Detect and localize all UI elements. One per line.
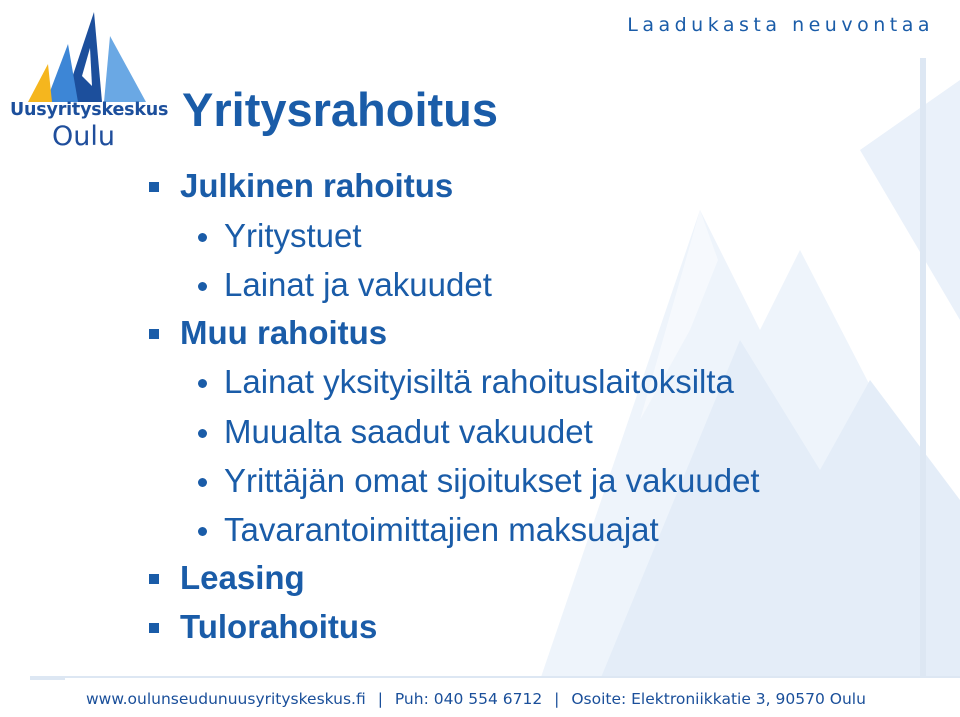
mountain-shape <box>860 80 960 320</box>
list-item <box>180 559 305 597</box>
subitem-label: Tavarantoimittajien maksuajat <box>224 511 659 548</box>
list-item <box>180 167 453 205</box>
square-bullet-icon <box>149 329 159 339</box>
section-label: Muu rahoitus <box>180 314 388 351</box>
footer <box>86 690 866 708</box>
list-item <box>224 217 362 255</box>
tagline: Laadukasta neuvontaa <box>627 14 934 36</box>
square-bullet-icon <box>149 182 159 192</box>
frame-right <box>920 58 926 683</box>
footer-separator: | <box>554 690 560 708</box>
slide-title: Yritysrahoitus <box>182 83 499 136</box>
round-bullet-icon <box>198 478 207 487</box>
section-label: Julkinen rahoitus <box>180 167 454 204</box>
round-bullet-icon <box>198 233 207 242</box>
round-bullet-icon <box>198 429 207 438</box>
list-item <box>224 462 760 500</box>
round-bullet-icon <box>198 527 207 536</box>
list-item <box>224 413 593 451</box>
footer-address: Osoite: Elektroniikkatie 3, 90570 Oulu <box>571 690 866 708</box>
subitem-label: Lainat yksityisiltä rahoituslaitoksilta <box>224 363 734 400</box>
list-item <box>180 608 377 646</box>
section-label: Tulorahoitus <box>180 608 378 645</box>
footer-phone: Puh: 040 554 6712 <box>394 690 543 708</box>
subitem-label: Muualta saadut vakuudet <box>224 413 593 450</box>
subitem-label: Lainat ja vakuudet <box>224 266 492 303</box>
footer-separator: | <box>377 690 383 708</box>
logo-name: Uusyrityskeskus <box>10 100 169 120</box>
logo-city: Oulu <box>52 121 115 152</box>
list-item <box>224 363 734 401</box>
round-bullet-icon <box>198 379 207 388</box>
section-label: Leasing <box>180 559 305 596</box>
round-bullet-icon <box>198 282 207 291</box>
square-bullet-icon <box>149 574 159 584</box>
list-item <box>180 314 387 352</box>
subitem-label: Yrittäjän omat sijoitukset ja vakuudet <box>224 462 760 499</box>
list-item <box>224 511 659 549</box>
list-item <box>224 266 492 304</box>
square-bullet-icon <box>149 623 159 633</box>
footer-website[interactable]: www.oulunseudunuusyrityskeskus.fi <box>86 690 366 708</box>
subitem-label: Yritystuet <box>224 217 362 254</box>
